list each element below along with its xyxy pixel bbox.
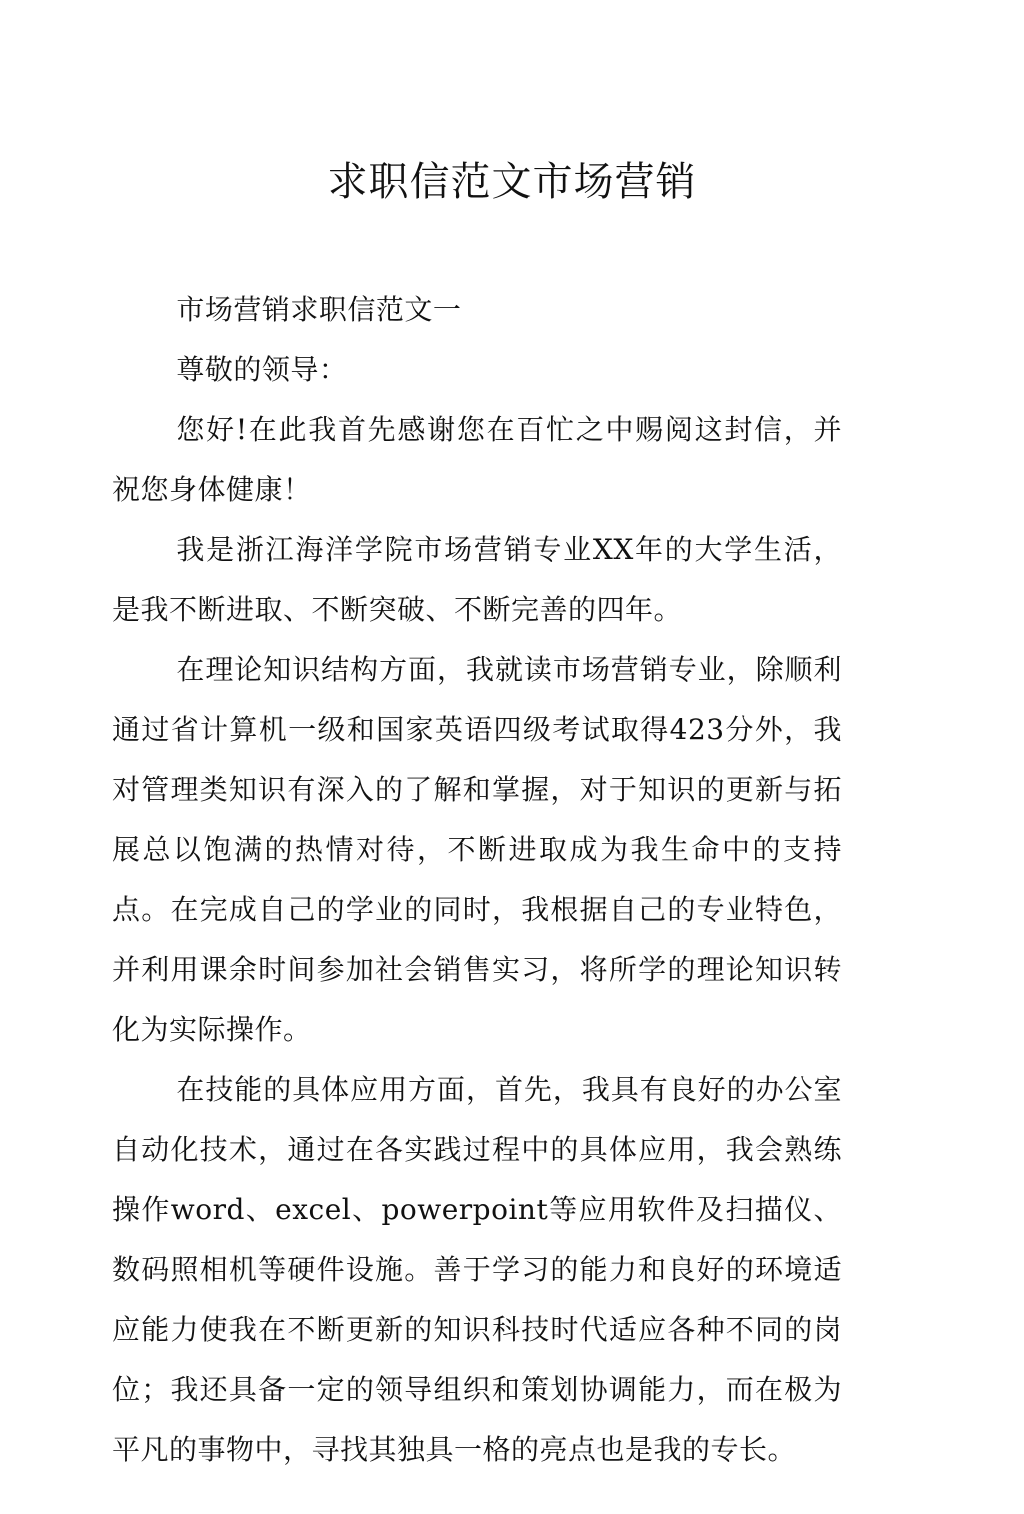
document-body [112, 280, 842, 1480]
paragraph-theory-knowledge: 在理论知识结构方面，我就读市场营销专业，除顺利通过省计算机一级和国家英语四级考试取得423分外，我对管理类知识有深入的了解和掌握，对于知识的更新与拓展总以饱满的热情对待，不断进取成为我生命中的支持点。在完成自己的学业的同时，我根据自己的专业特色，并利用课余时间参加社会销售实习，将所学的理论知识转化为实际操作。 [112, 653, 842, 1046]
paragraph-salutation: 尊敬的领导： [176, 353, 348, 386]
document-title: 求职信范文市场营销 [327, 159, 697, 205]
paragraph-greeting: 您好!在此我首先感谢您在百忙之中赐阅这封信，并祝您身体健康！ [112, 413, 842, 506]
paragraph-heading: 市场营销求职信范文一 [176, 293, 462, 326]
paragraph-skills: 在技能的具体应用方面，首先，我具有良好的办公室自动化技术，通过在各实践过程中的具体应用，我会熟练操作word、excel、powerpoint等应用软件及扫描仪、数码照相机等硬件设施。善于学习的能力和良好的环境适应能力使我在不断更新的知识科技时代适应各种不同的岗位；我还具备一定的领导组织和策划协调能力，而在极为平凡的事物中，寻找其独具一格的亮点也是我的专长。 [112, 1073, 842, 1466]
paragraph-introduction: 我是浙江海洋学院市场营销专业XX年的大学生活，是我不断进取、不断突破、不断完善的四年。 [112, 533, 842, 626]
